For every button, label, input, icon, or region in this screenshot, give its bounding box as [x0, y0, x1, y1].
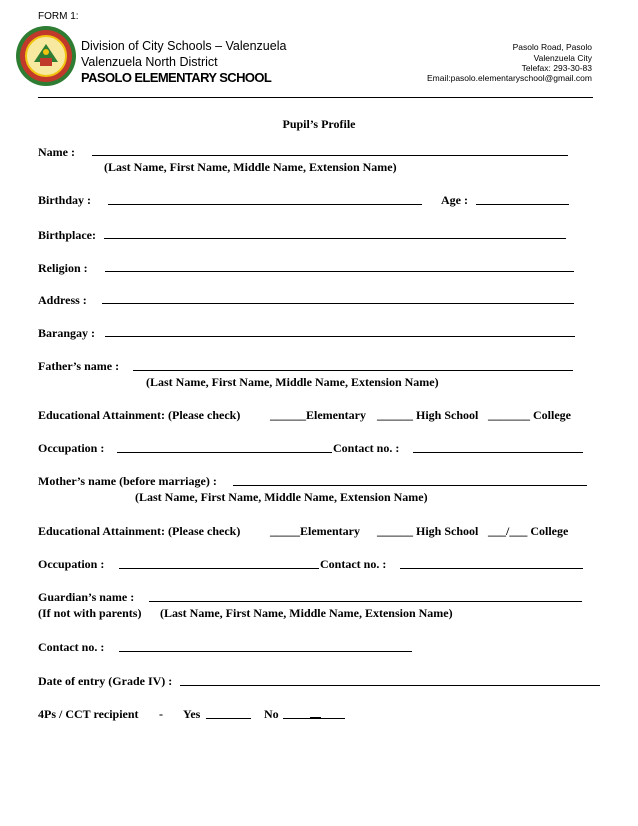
date-of-entry-label: Date of entry (Grade IV) :	[38, 674, 173, 688]
age-field[interactable]	[476, 204, 569, 205]
father-contact-label: Contact no. :	[333, 441, 400, 455]
fourps-label: 4Ps / CCT recipient	[38, 707, 139, 721]
address-line-2: Valenzuela City	[533, 53, 592, 63]
father-contact-field[interactable]	[413, 452, 583, 453]
address-line-1: Pasolo Road, Pasolo	[512, 42, 592, 52]
barangay-label: Barangay :	[38, 326, 95, 340]
religion-label: Religion :	[38, 261, 88, 275]
district-name: Valenzuela North District	[81, 55, 218, 69]
mother-contact-field[interactable]	[400, 568, 583, 569]
fourps-dash: -	[159, 707, 163, 721]
birthplace-label: Birthplace:	[38, 228, 96, 242]
father-edu-elementary[interactable]: ______Elementary	[270, 408, 366, 422]
guardian-name-hint: (Last Name, First Name, Middle Name, Extension Name)	[160, 606, 453, 620]
birthplace-field-b[interactable]	[210, 238, 566, 239]
birthday-label: Birthday :	[38, 193, 92, 207]
guardian-contact-label: Contact no. :	[38, 640, 105, 654]
guardian-name-label: Guardian’s name :	[38, 590, 135, 604]
school-seal-logo	[14, 24, 78, 88]
birthplace-field-a[interactable]	[104, 238, 210, 239]
name-hint: (Last Name, First Name, Middle Name, Extension Name)	[104, 160, 397, 174]
address-label: Address :	[38, 293, 87, 307]
father-edu-college[interactable]: _______ College	[488, 408, 571, 422]
father-education-label: Educational Attainment: (Please check)	[38, 408, 241, 422]
birthday-field[interactable]	[108, 204, 422, 205]
date-of-entry-field-b[interactable]	[228, 685, 514, 686]
fourps-yes-field[interactable]	[206, 718, 251, 719]
header-divider	[38, 97, 593, 98]
name-field[interactable]	[92, 155, 568, 156]
father-name-hint: (Last Name, First Name, Middle Name, Extension Name)	[146, 375, 439, 389]
date-of-entry-field-a[interactable]	[180, 685, 228, 686]
father-occupation-field[interactable]	[117, 452, 332, 453]
mother-edu-elementary[interactable]: _____Elementary	[270, 524, 360, 538]
guardian-note: (If not with parents)	[38, 606, 142, 620]
fourps-yes-label: Yes	[183, 707, 201, 721]
father-name-label: Father’s name :	[38, 359, 120, 373]
date-of-entry-field-c[interactable]	[514, 685, 600, 686]
fourps-no-mark	[310, 717, 321, 718]
father-name-field[interactable]	[133, 370, 573, 371]
mother-name-hint: (Last Name, First Name, Middle Name, Extension Name)	[135, 490, 428, 504]
school-name: PASOLO ELEMENTARY SCHOOL	[81, 70, 272, 85]
form-title: Pupil’s Profile	[282, 117, 356, 131]
religion-field[interactable]	[105, 271, 574, 272]
mother-education-label: Educational Attainment: (Please check)	[38, 524, 241, 538]
mother-name-label: Mother’s name (before marriage) :	[38, 474, 217, 488]
age-label: Age :	[441, 193, 468, 207]
division-name: Division of City Schools – Valenzuela	[81, 39, 287, 53]
fourps-no-label: No	[264, 707, 279, 721]
mother-occupation-field[interactable]	[119, 568, 319, 569]
guardian-name-field[interactable]	[149, 601, 582, 602]
barangay-field[interactable]	[105, 336, 575, 337]
guardian-contact-field[interactable]	[119, 651, 412, 652]
mother-name-field[interactable]	[233, 485, 587, 486]
mother-occupation-label: Occupation :	[38, 557, 105, 571]
form-label: FORM 1:	[38, 11, 79, 22]
name-label: Name :	[38, 145, 75, 159]
email: Email:pasolo.elementaryschool@gmail.com	[426, 73, 592, 83]
mother-edu-college[interactable]: ___/___ College	[488, 524, 569, 538]
mother-contact-label: Contact no. :	[320, 557, 387, 571]
father-edu-highschool[interactable]: ______ High School	[377, 408, 479, 422]
telefax: Telefax: 293-30-83	[521, 63, 592, 73]
mother-edu-highschool[interactable]: ______ High School	[377, 524, 479, 538]
address-field[interactable]	[102, 303, 574, 304]
fourps-no-field[interactable]	[283, 718, 345, 719]
father-occupation-label: Occupation :	[38, 441, 105, 455]
